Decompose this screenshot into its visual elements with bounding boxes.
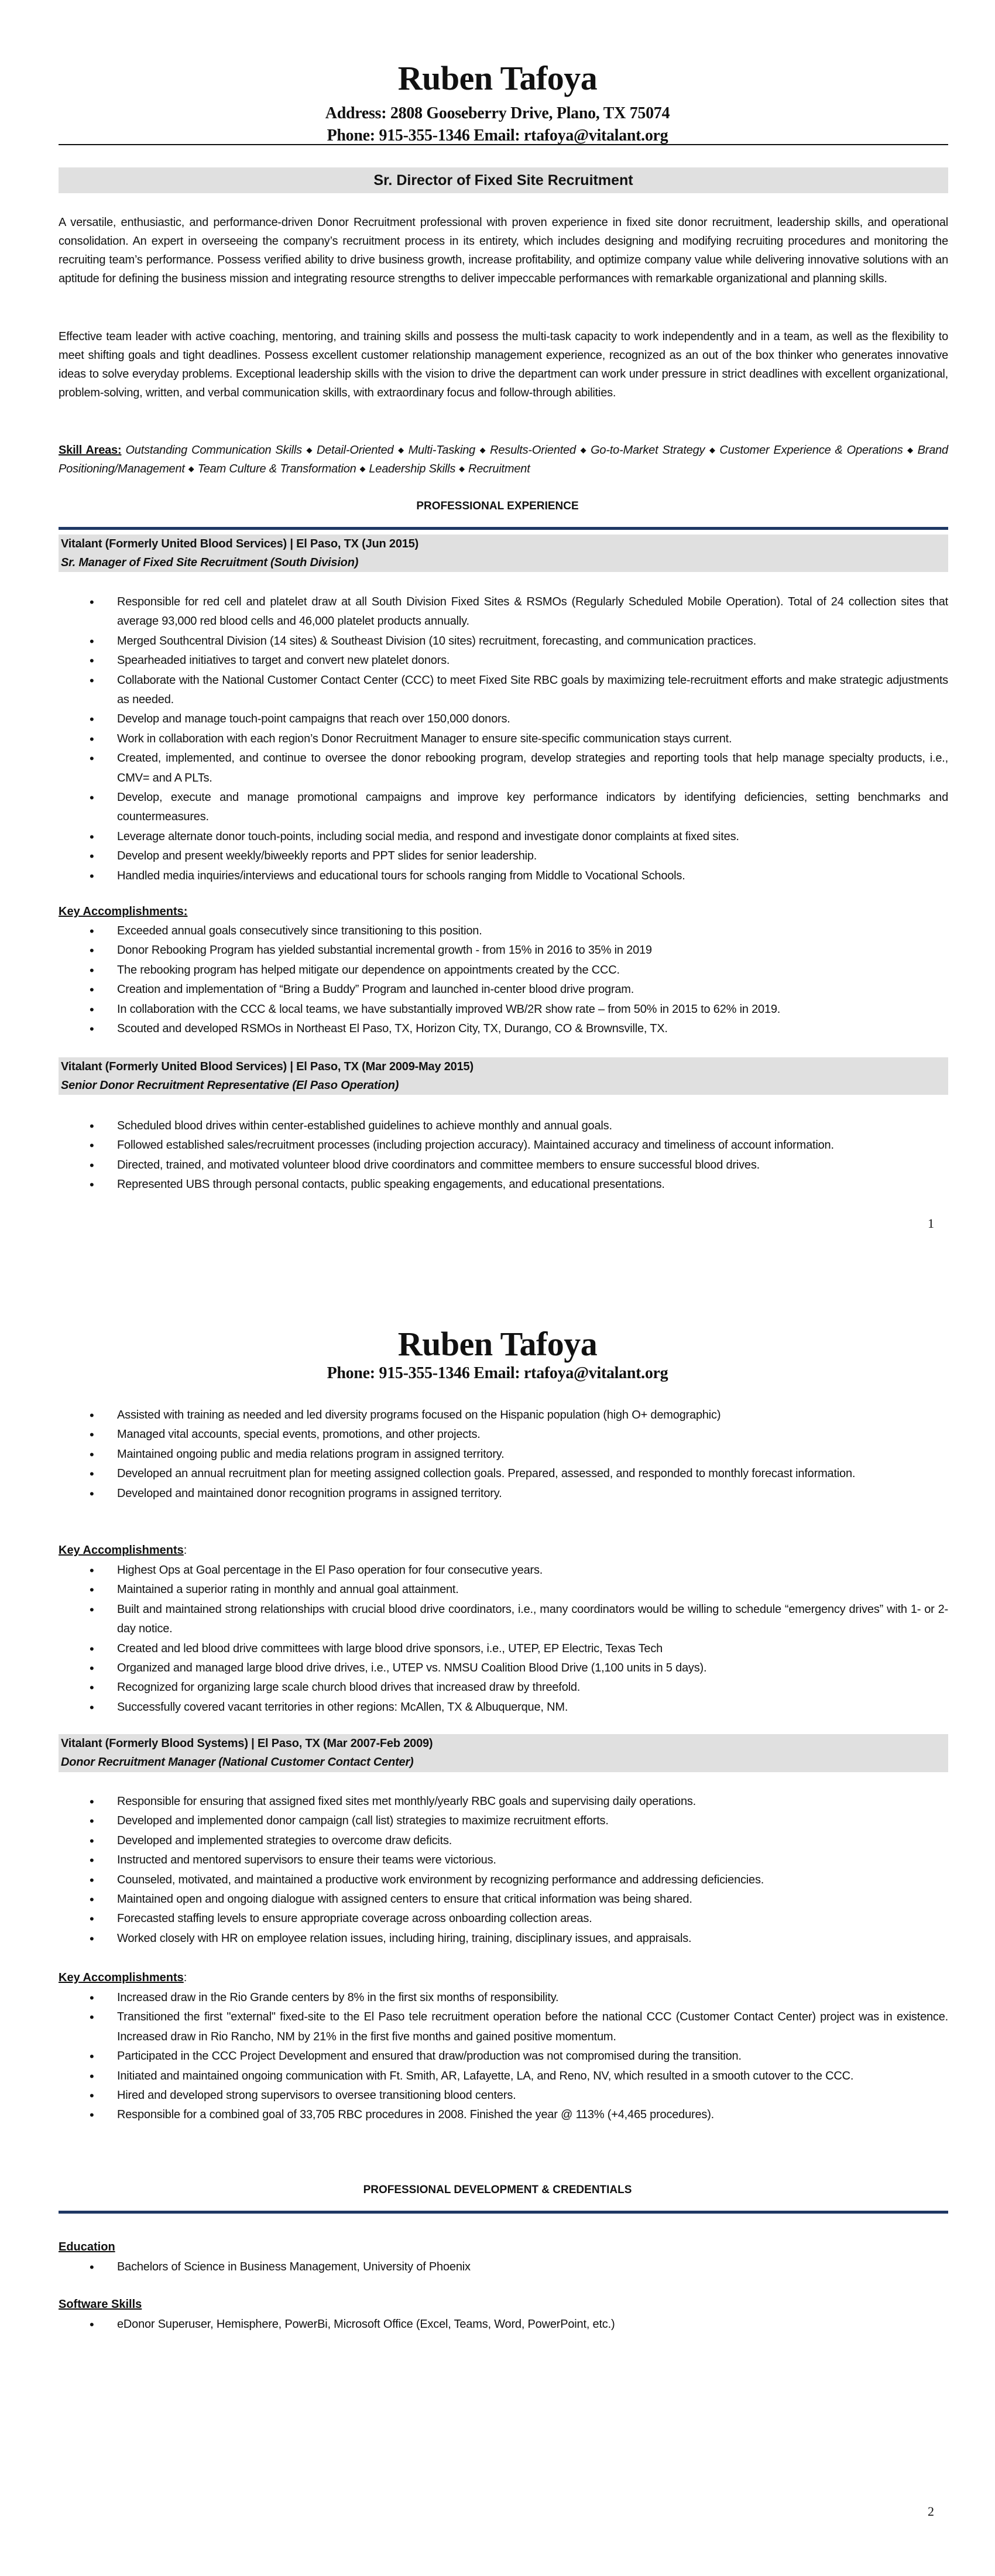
diamond-separator-icon: ◆	[479, 446, 487, 454]
section-divider	[59, 2211, 948, 2214]
list-item: • Forecasted staffing levels to ensure appropriate coverage across onboarding collection areas.	[117, 1909, 948, 1928]
list-item: • Develop, execute and manage promotional campaigns and improve key performance indicators by identifying deficiencies, setting benchmarks and countermeasures.	[117, 788, 948, 827]
list-item: • Built and maintained strong relationships with crucial blood drive coordinators, i.e., many coordinators would be willing to schedule “emergency drives” with 1- or 2-day notice.	[117, 1600, 948, 1639]
job-header	[59, 1734, 948, 1772]
list-item: • Handled media inquiries/interviews and educational tours for schools ranging from Middle to Vocational Schools.	[117, 866, 948, 886]
software-skills-label: Software Skills	[59, 2298, 142, 2311]
job-company: Vitalant (Formerly United Blood Services) | El Paso, TX (Jun 2015)	[61, 537, 419, 550]
page-2	[0, 1288, 995, 2576]
diamond-separator-icon: ◆	[906, 446, 914, 454]
skill-areas	[59, 441, 948, 478]
contact-line: Phone: 915-355-1346 Email: rtafoya@vitalant.org	[327, 1364, 668, 1382]
list-item: • Maintained a superior rating in monthly and annual goal attainment.	[117, 1580, 948, 1599]
job-role: Senior Donor Recruitment Representative (El Paso Operation)	[61, 1079, 399, 1092]
skill-areas-label: Skill Areas:	[59, 444, 122, 457]
list-item: • Counseled, motivated, and maintained a productive work environment by recognizing performance and addressing deficiencies.	[117, 1871, 948, 1890]
list-item: • Increased draw in the Rio Grande centers by 8% in the first six months of responsibility.	[117, 1988, 948, 2008]
key-accomplishments-heading	[59, 1968, 187, 1987]
list-item: • Recognized for organizing large scale church blood drives that increased draw by threefold.	[117, 1678, 948, 1697]
page-number: 2	[928, 2504, 934, 2519]
list-item: • Responsible for red cell and platelet draw at all South Division Fixed Sites & RSMOs (Regularly Scheduled Mobile Operation). Total of 24 collection sites that average 93,000 red blood cells and 46,000 platelet products annually.	[117, 592, 948, 632]
section-heading-experience: PROFESSIONAL EXPERIENCE	[416, 500, 579, 512]
page-number: 1	[928, 1216, 934, 1231]
job-header	[59, 535, 948, 572]
list-item: • Exceeded annual goals consecutively since transitioning to this position.	[117, 922, 948, 941]
list-item: • Initiated and maintained ongoing communication with Ft. Smith, AR, Lafayette, LA, and Reno, NV, which resulted in a smooth cutover to the CCC.	[117, 2067, 948, 2086]
list-item: • Develop and manage touch-point campaigns that reach over 150,000 donors.	[117, 710, 948, 729]
list-item: • Hired and developed strong supervisors to oversee transitioning blood centers.	[117, 2086, 948, 2105]
diamond-separator-icon: ◆	[305, 446, 313, 454]
list-item: • Work in collaboration with each region’s Donor Recruitment Manager to ensure site-specific communication stays current.	[117, 729, 948, 749]
skill-item: Multi-Tasking	[408, 444, 476, 457]
list-item: • Assisted with training as needed and led diversity programs focused on the Hispanic population (high O+ demographic)	[117, 1406, 948, 1425]
list-item: • Managed vital accounts, special events, promotions, and other projects.	[117, 1425, 948, 1444]
list-item: • eDonor Superuser, Hemisphere, PowerBi, Microsoft Office (Excel, Teams, Word, PowerPoint, etc.)	[117, 2315, 948, 2334]
skill-item: Recruitment	[468, 463, 530, 475]
list-item: • Scouted and developed RSMOs in Northeast El Paso, TX, Horizon City, TX, Durango, CO & Brownsville, TX.	[117, 1019, 948, 1039]
list-item: • Scheduled blood drives within center-established guidelines to achieve monthly and annual goals.	[117, 1116, 948, 1136]
list-item: • Merged Southcentral Division (14 sites) & Southeast Division (10 sites) recruitment, forecasting, and communication practices.	[117, 632, 948, 651]
diamond-separator-icon: ◆	[188, 464, 194, 473]
list-item: • In collaboration with the CCC & local teams, we have substantially improved WB/2R show rate – from 50% in 2015 to 62% in 2019.	[117, 1000, 948, 1019]
job-company: Vitalant (Formerly United Blood Services) | El Paso, TX (Mar 2009-May 2015)	[61, 1060, 474, 1073]
accomplishments-list	[117, 922, 948, 1039]
list-item: • Created, implemented, and continue to oversee the donor rebooking program, develop strategies and reporting tools that help manage specialty products, i.e., CMV= and A PLTs.	[117, 749, 948, 788]
diamond-separator-icon: ◆	[397, 446, 405, 454]
job-title-banner: Sr. Director of Fixed Site Recruitment	[59, 167, 948, 193]
key-accomplishments-heading	[59, 902, 187, 921]
list-item: • Leverage alternate donor touch-points, including social media, and respond and investigate donor complaints at fixed sites.	[117, 827, 948, 847]
diamond-separator-icon: ◆	[708, 446, 716, 454]
skill-item: Customer Experience & Operations	[719, 444, 903, 457]
diamond-separator-icon: ◆	[579, 446, 588, 454]
job-role: Sr. Manager of Fixed Site Recruitment (South Division)	[61, 556, 359, 569]
key-accomplishments-label: Key Accomplishments	[59, 1971, 184, 1984]
list-item: • Developed an annual recruitment plan for meeting assigned collection goals. Prepared, assessed, and responded to monthly forecast information.	[117, 1464, 948, 1484]
list-item: • Represented UBS through personal contacts, public speaking engagements, and educational presentations.	[117, 1175, 948, 1194]
summary-paragraph: Effective team leader with active coaching, mentoring, and training skills and possess the multi-task capacity to work independently and in a team, as well as the flexibility to meet shifting goals and tight deadlines. Possess excellent customer relationship management experience, recognized as an out of the box thinker who generates innovative ideas to solve everyday problems. Exceptional leadership skills with the vision to drive the department can work under pressure in strict deadlines with excellent organizational, problem-solving, written, and verbal communication skills, with extraordinary focus and follow-through abilities.	[59, 330, 948, 399]
software-skills-list	[117, 2315, 948, 2334]
list-item: • Maintained ongoing public and media relations program in assigned territory.	[117, 1445, 948, 1464]
key-accomplishments-heading	[59, 1541, 187, 1560]
section-divider	[59, 527, 948, 530]
key-accomplishments-label: Key Accomplishments	[59, 1544, 184, 1557]
job-header	[59, 1057, 948, 1095]
list-item: • Created and led blood drive committees with large blood drive sponsors, i.e., UTEP, EP Electric, Texas Tech	[117, 1639, 948, 1659]
list-item: • Creation and implementation of “Bring a Buddy” Program and launched in-center blood drive program.	[117, 980, 948, 999]
list-item: • Donor Rebooking Program has yielded substantial incremental growth - from 15% in 2016 to 35% in 2019	[117, 941, 948, 960]
list-item: • Participated in the CCC Project Development and ensured that draw/production was not compromised during the transition.	[117, 2047, 948, 2066]
list-item: • Worked closely with HR on employee relation issues, including hiring, training, disciplinary issues, and appraisals.	[117, 1929, 948, 1948]
candidate-name: Ruben Tafoya	[397, 59, 598, 97]
list-item: • Instructed and mentored supervisors to ensure their teams were victorious.	[117, 1851, 948, 1870]
list-item: • Responsible for a combined goal of 33,705 RBC procedures in 2008. Finished the year @ 113% (+4,465 procedures).	[117, 2105, 948, 2125]
list-item: • Developed and implemented donor campaign (call list) strategies to maximize recruitment efforts.	[117, 1811, 948, 1831]
education-heading	[59, 2238, 115, 2256]
list-item: • Develop and present weekly/biweekly reports and PPT slides for senior leadership.	[117, 847, 948, 866]
key-accomplishments-label: Key Accomplishments	[59, 905, 184, 918]
skill-item: Leadership Skills	[369, 463, 456, 475]
skill-item: Outstanding Communication Skills	[125, 444, 302, 457]
education-label: Education	[59, 2241, 115, 2253]
skill-item: Go-to-Market Strategy	[591, 444, 705, 457]
key-accomplishments-colon: :	[183, 905, 188, 918]
list-item: • The rebooking program has helped mitigate our dependence on appointments created by the CCC.	[117, 961, 948, 980]
list-item: • Developed and maintained donor recognition programs in assigned territory.	[117, 1484, 948, 1503]
job-company: Vitalant (Formerly Blood Systems) | El Paso, TX (Mar 2007-Feb 2009)	[61, 1737, 433, 1750]
accomplishments-list	[117, 1561, 948, 1717]
skill-areas-list	[59, 444, 948, 475]
skill-item: Team Culture & Transformation	[197, 463, 356, 475]
diamond-separator-icon: ◆	[459, 464, 465, 473]
skill-item: Results-Oriented	[490, 444, 576, 457]
list-item: • Directed, trained, and motivated volunteer blood drive coordinators and committee members to ensure successful blood drives.	[117, 1156, 948, 1175]
list-item: • Transitioned the first "external" fixed-site to the El Paso tele recruitment operation before the national CCC (Customer Contact Center) project was in existence. Increased draw in Rio Rancho, NM by 21% in the first five months and gained positive momentum.	[117, 2008, 948, 2047]
job-duties-list	[117, 1406, 948, 1503]
summary-paragraph: A versatile, enthusiastic, and performance-driven Donor Recruitment professional with proven experience in fixed site donor recruitment, leadership skills, and operational consolidation. An expert in overseeing the company’s recruitment process in its entirety, which includes designing and modifying recruiting procedures and monitoring the recruiting team’s performance. Possess verified ability to drive business growth, increase profitability, and optimize company value while delivering innovative solutions with an aptitude for defining the business mission and integrating resource strengths to deliver impeccable performances with remarkable organizational and planning skills.	[59, 216, 948, 285]
list-item: • Followed established sales/recruitment processes (including projection accuracy). Maintained accuracy and timeliness of account information.	[117, 1136, 948, 1155]
list-item: • Spearheaded initiatives to target and convert new platelet donors.	[117, 651, 948, 670]
job-duties-list	[117, 1792, 948, 1948]
list-item: • Developed and implemented strategies to overcome draw deficits.	[117, 1831, 948, 1851]
education-list	[117, 2258, 948, 2277]
list-item: • Collaborate with the National Customer Contact Center (CCC) to meet Fixed Site RBC goals by maximizing tele-recruitment efforts and make strategic adjustments as needed.	[117, 671, 948, 710]
skill-item: Brand Positioning/Management	[59, 444, 948, 475]
skill-item: Detail-Oriented	[316, 444, 394, 457]
job-duties-list	[117, 592, 948, 886]
diamond-separator-icon: ◆	[359, 464, 366, 473]
list-item: • Responsible for ensuring that assigned fixed sites met monthly/yearly RBC goals and supervising daily operations.	[117, 1792, 948, 1811]
job-role: Donor Recruitment Manager (National Customer Contact Center)	[61, 1756, 414, 1769]
software-skills-heading	[59, 2295, 142, 2314]
key-accomplishments-colon: :	[183, 1544, 187, 1557]
list-item: • Successfully covered vacant territories in other regions: McAllen, TX & Albuquerque, NM.	[117, 1698, 948, 1717]
section-heading-credentials: PROFESSIONAL DEVELOPMENT & CREDENTIALS	[363, 2184, 632, 2196]
header-divider	[59, 144, 948, 145]
candidate-name: Ruben Tafoya	[397, 1325, 598, 1363]
list-item: • Organized and managed large blood drive drives, i.e., UTEP vs. NMSU Coalition Blood Drive (1,100 units in 5 days).	[117, 1659, 948, 1678]
contact-line: Phone: 915-355-1346 Email: rtafoya@vitalant.org	[327, 126, 668, 145]
key-accomplishments-colon: :	[183, 1971, 187, 1984]
job-duties-list	[117, 1116, 948, 1195]
address-line: Address: 2808 Gooseberry Drive, Plano, TX 75074	[325, 104, 670, 122]
list-item: • Highest Ops at Goal percentage in the El Paso operation for four consecutive years.	[117, 1561, 948, 1580]
accomplishments-list	[117, 1988, 948, 2125]
list-item: • Maintained open and ongoing dialogue with assigned centers to ensure that critical information was being shared.	[117, 1890, 948, 1909]
list-item: • Bachelors of Science in Business Management, University of Phoenix	[117, 2258, 948, 2277]
